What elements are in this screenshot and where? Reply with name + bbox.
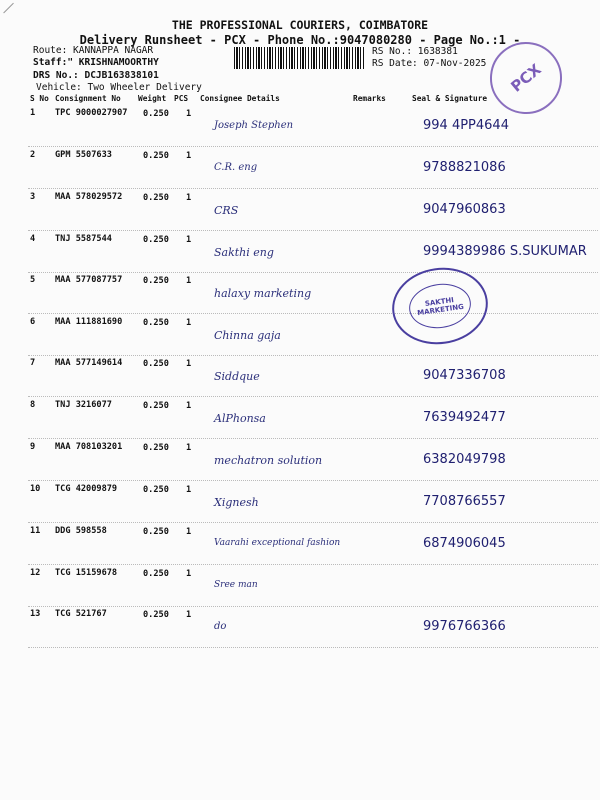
seal-text: SAKTHI MARKETING — [406, 280, 474, 332]
consignee-details: CRS — [214, 204, 239, 217]
col-pcs: PCS — [174, 94, 189, 103]
pcs: 1 — [186, 318, 192, 328]
pcs: 1 — [186, 151, 192, 161]
consignment-number: DDG 598558 — [55, 526, 107, 536]
col-sno: S No — [30, 94, 49, 103]
consignment-number: MAA 708103201 — [55, 442, 123, 452]
col-weight: Weight — [138, 94, 167, 103]
row-sno: 3 — [30, 192, 36, 202]
route-label: Route: KANNAPPA NAGAR — [33, 45, 154, 56]
pcs: 1 — [186, 109, 192, 119]
consignee-details: Sakthi eng — [214, 246, 274, 259]
pcs: 1 — [186, 401, 192, 411]
consignee-details: Chinna gaja — [214, 329, 281, 342]
table-row — [28, 440, 598, 481]
consignee-details: Siddque — [214, 370, 260, 383]
consignment-number: GPM 5507633 — [55, 150, 112, 160]
weight: 0.250 — [143, 109, 169, 119]
signature: 9788821086 — [423, 160, 506, 175]
row-sno: 4 — [30, 234, 36, 244]
weight: 0.250 — [143, 359, 169, 369]
pcx-stamp: PCX — [475, 27, 576, 128]
barcode — [234, 47, 364, 69]
consignment-number: MAA 578029572 — [55, 192, 123, 202]
consignee-details: halaxy marketing — [214, 287, 312, 300]
pcs: 1 — [186, 443, 192, 453]
weight: 0.250 — [143, 318, 169, 328]
table-row — [28, 315, 598, 356]
pcs: 1 — [186, 610, 192, 620]
weight: 0.250 — [143, 151, 169, 161]
row-sno: 6 — [30, 317, 36, 327]
table-row — [28, 232, 598, 273]
staff-label: Staff:" KRISHNAMOORTHY — [33, 57, 159, 68]
weight: 0.250 — [143, 276, 169, 286]
signature: 9994389986 S.SUKUMAR — [423, 244, 587, 259]
weight: 0.250 — [143, 443, 169, 453]
consignment-number: TNJ 5587544 — [55, 234, 112, 244]
weight: 0.250 — [143, 193, 169, 203]
weight: 0.250 — [143, 569, 169, 579]
table-row — [28, 566, 598, 607]
signature: 9047336708 — [423, 368, 506, 383]
pcs: 1 — [186, 193, 192, 203]
col-consignee: Consignee Details — [200, 94, 280, 103]
consignee-details: Joseph Stephen — [214, 120, 294, 131]
pcs: 1 — [186, 485, 192, 495]
pcs: 1 — [186, 276, 192, 286]
table-row — [28, 190, 598, 231]
weight: 0.250 — [143, 235, 169, 245]
row-sno: 9 — [30, 442, 36, 452]
consignee-details: Xignesh — [214, 496, 259, 509]
table-row — [28, 607, 598, 648]
table-row — [28, 273, 598, 314]
pcs: 1 — [186, 527, 192, 537]
consignee-details: do — [214, 621, 227, 632]
consignee-details: Sree man — [214, 580, 258, 590]
pcs: 1 — [186, 235, 192, 245]
col-consignment: Consignment No — [55, 94, 121, 103]
row-sno: 1 — [30, 108, 36, 118]
rs-number: RS No.: 1638381 — [372, 46, 458, 57]
consignment-number: TCG 42009879 — [55, 484, 118, 494]
col-seal-signature: Seal & Signature — [412, 94, 488, 103]
pcs: 1 — [186, 569, 192, 579]
row-sno: 11 — [30, 526, 41, 536]
table-row — [28, 106, 598, 147]
row-sno: 10 — [30, 484, 41, 494]
weight: 0.250 — [143, 527, 169, 537]
consignment-number: MAA 577087757 — [55, 275, 123, 285]
consignment-number: MAA 111881690 — [55, 317, 123, 327]
weight: 0.250 — [143, 485, 169, 495]
signature: 7639492477 — [423, 410, 506, 425]
table-row — [28, 148, 598, 189]
row-sno: 12 — [30, 568, 41, 578]
row-sno: 8 — [30, 400, 36, 410]
consignment-number: TCG 15159678 — [55, 568, 118, 578]
vehicle-label: Vehicle: Two Wheeler Delivery — [36, 82, 202, 93]
consignment-number: TCG 521767 — [55, 609, 107, 619]
weight: 0.250 — [143, 610, 169, 620]
signature: 9976766366 — [423, 619, 506, 634]
drs-label: DRS No.: DCJB163838101 — [33, 70, 159, 81]
signature: 6382049798 — [423, 452, 506, 467]
consignment-number: TNJ 3216077 — [55, 400, 112, 410]
row-sno: 13 — [30, 609, 41, 619]
col-remarks: Remarks — [353, 94, 386, 103]
runsheet-subtitle: Delivery Runsheet - PCX - Phone No.:9047080280 - Page No.:1 - — [79, 33, 521, 47]
consignee-details: Vaarahi exceptional fashion — [214, 538, 341, 548]
table-row — [28, 482, 598, 523]
row-sno: 5 — [30, 275, 36, 285]
signature: 6874906045 — [423, 536, 506, 551]
signature: 994 4PP4644 — [423, 118, 509, 133]
consignment-number: TPC 9000027907 — [55, 108, 128, 118]
consignee-details: mechatron solution — [214, 454, 323, 467]
table-row — [28, 356, 598, 397]
signature: 9047960863 — [423, 202, 506, 217]
row-sno: 7 — [30, 358, 36, 368]
table-row — [28, 398, 598, 439]
consignee-details: C.R. eng — [214, 162, 258, 173]
consignee-details: AlPhonsa — [214, 412, 266, 425]
consignment-number: MAA 577149614 — [55, 358, 123, 368]
pcs: 1 — [186, 359, 192, 369]
table-row — [28, 524, 598, 565]
rs-date: RS Date: 07-Nov-2025 — [372, 58, 487, 69]
signature: 7708766557 — [423, 494, 506, 509]
weight: 0.250 — [143, 401, 169, 411]
company-title: THE PROFESSIONAL COURIERS, COIMBATORE — [171, 18, 429, 32]
row-sno: 2 — [30, 150, 36, 160]
